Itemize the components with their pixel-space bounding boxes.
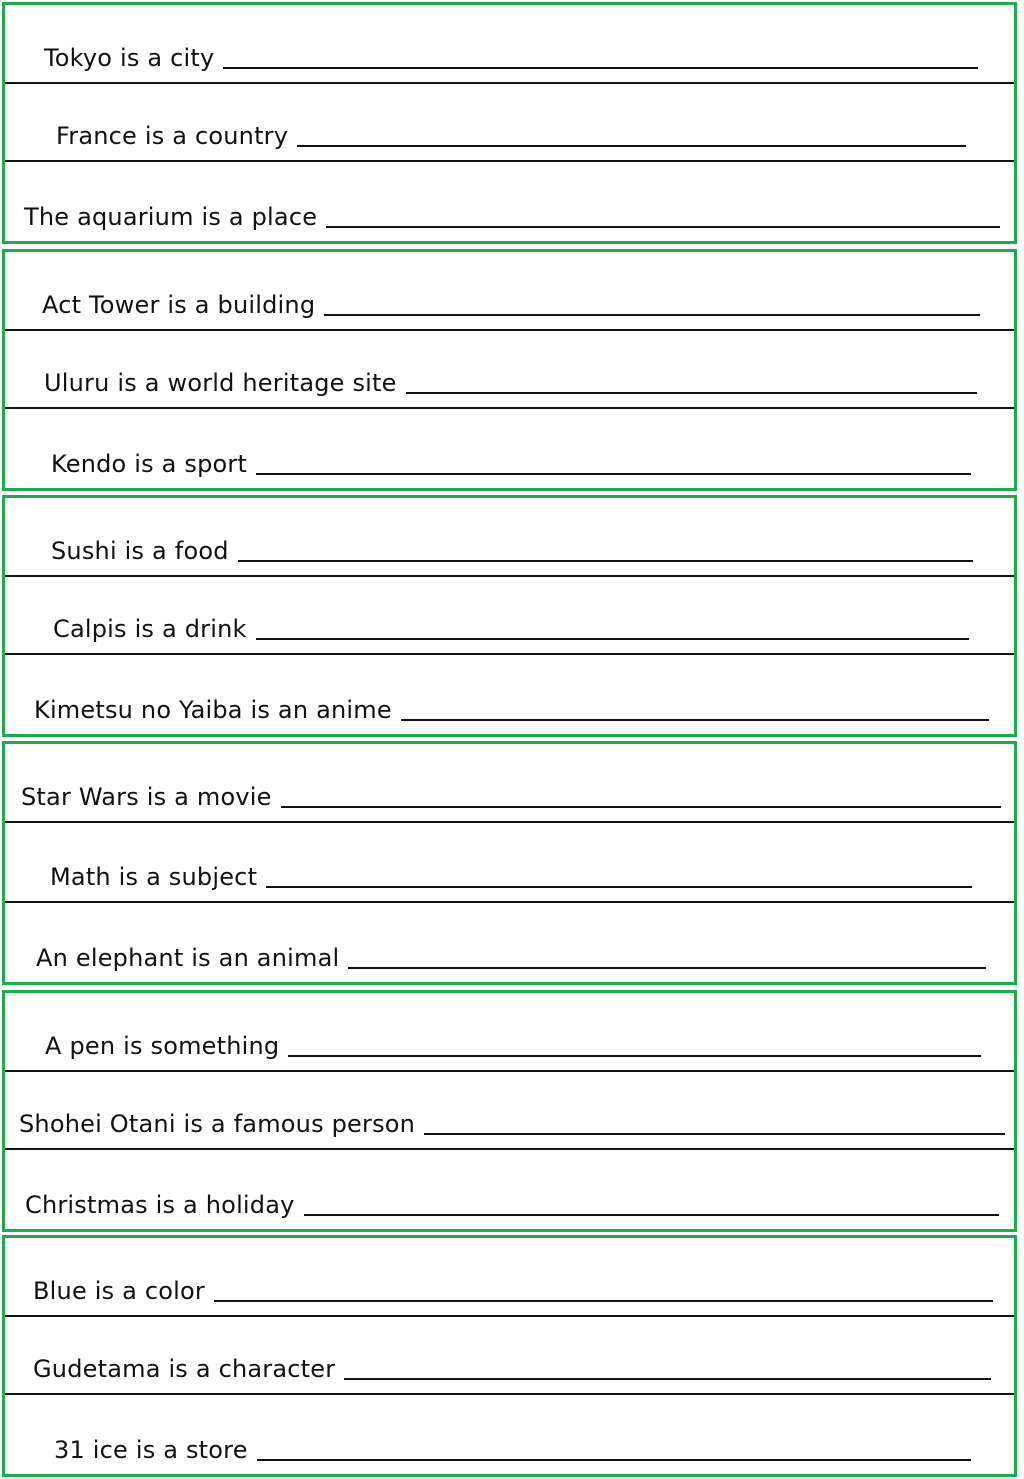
question-row [5, 1317, 1014, 1396]
answer-blank[interactable] [257, 1459, 971, 1461]
sentence-line [34, 696, 989, 724]
sentence-line [33, 1277, 993, 1305]
answer-blank[interactable] [401, 719, 989, 721]
sentence-prompt: France is a country [56, 122, 289, 151]
sentence-prompt: Sushi is a food [51, 536, 229, 565]
answer-blank[interactable] [326, 226, 1000, 228]
sentence-prompt: The aquarium is a place [24, 202, 318, 231]
sentence-line [51, 450, 971, 478]
answer-blank[interactable] [406, 392, 977, 394]
sentence-line [50, 863, 972, 891]
question-group [2, 990, 1017, 1232]
question-row [5, 655, 1014, 734]
sentence-prompt: Star Wars is a movie [21, 783, 272, 812]
sentence-line [25, 1191, 999, 1219]
sentence-line [45, 1032, 981, 1060]
sentence-prompt: Kimetsu no Yaiba is an anime [34, 695, 392, 724]
sentence-prompt: A pen is something [45, 1031, 280, 1060]
answer-blank[interactable] [304, 1214, 999, 1216]
question-row [5, 823, 1014, 902]
sentence-prompt: Calpis is a drink [53, 615, 247, 644]
answer-blank[interactable] [348, 967, 986, 969]
answer-blank[interactable] [281, 806, 1001, 808]
question-row [5, 5, 1014, 84]
sentence-prompt: 31 ice is a store [54, 1435, 248, 1464]
question-group [2, 1235, 1017, 1477]
question-group [2, 2, 1017, 244]
question-row [5, 993, 1014, 1072]
sentence-line [36, 944, 986, 972]
answer-blank[interactable] [256, 638, 969, 640]
question-row [5, 1395, 1014, 1474]
sentence-prompt: Tokyo is a city [44, 43, 215, 72]
sentence-prompt: Act Tower is a building [42, 290, 316, 319]
answer-blank[interactable] [344, 1378, 991, 1380]
question-row [5, 1072, 1014, 1151]
question-group [2, 495, 1017, 737]
question-row [5, 744, 1014, 823]
sentence-line [53, 615, 969, 643]
question-row [5, 252, 1014, 331]
answer-blank[interactable] [297, 145, 966, 147]
sentence-line [44, 369, 977, 397]
question-row [5, 84, 1014, 163]
sentence-prompt: Shohei Otani is a famous person [19, 1110, 416, 1139]
question-row [5, 903, 1014, 982]
answer-blank[interactable] [288, 1055, 981, 1057]
question-group [2, 249, 1017, 491]
question-row [5, 409, 1014, 488]
sentence-line [44, 44, 978, 72]
answer-blank[interactable] [214, 1300, 993, 1302]
answer-blank[interactable] [238, 560, 973, 562]
sentence-line [24, 203, 1000, 231]
sentence-line [19, 1110, 1005, 1138]
answer-blank[interactable] [266, 886, 972, 888]
sentence-prompt: Uluru is a world heritage site [44, 369, 397, 398]
sentence-prompt: Kendo is a sport [51, 449, 248, 478]
answer-blank[interactable] [424, 1133, 1005, 1135]
sentence-line [42, 291, 980, 319]
sentence-line [51, 537, 973, 565]
sentence-line [33, 1355, 991, 1383]
question-row [5, 577, 1014, 656]
sentence-prompt: Gudetama is a character [33, 1355, 336, 1384]
question-row [5, 1150, 1014, 1229]
sentence-prompt: An elephant is an animal [36, 943, 340, 972]
sentence-prompt: Christmas is a holiday [25, 1190, 295, 1219]
answer-blank[interactable] [324, 314, 980, 316]
sentence-line [21, 783, 1001, 811]
question-group [2, 741, 1017, 985]
question-row [5, 498, 1014, 577]
answer-blank[interactable] [223, 67, 978, 69]
sentence-line [54, 1436, 971, 1464]
sentence-prompt: Math is a subject [50, 862, 258, 891]
question-row [5, 1238, 1014, 1317]
answer-blank[interactable] [256, 473, 971, 475]
sentence-prompt: Blue is a color [33, 1276, 205, 1305]
question-row [5, 331, 1014, 410]
question-row [5, 162, 1014, 241]
sentence-line [56, 122, 966, 150]
